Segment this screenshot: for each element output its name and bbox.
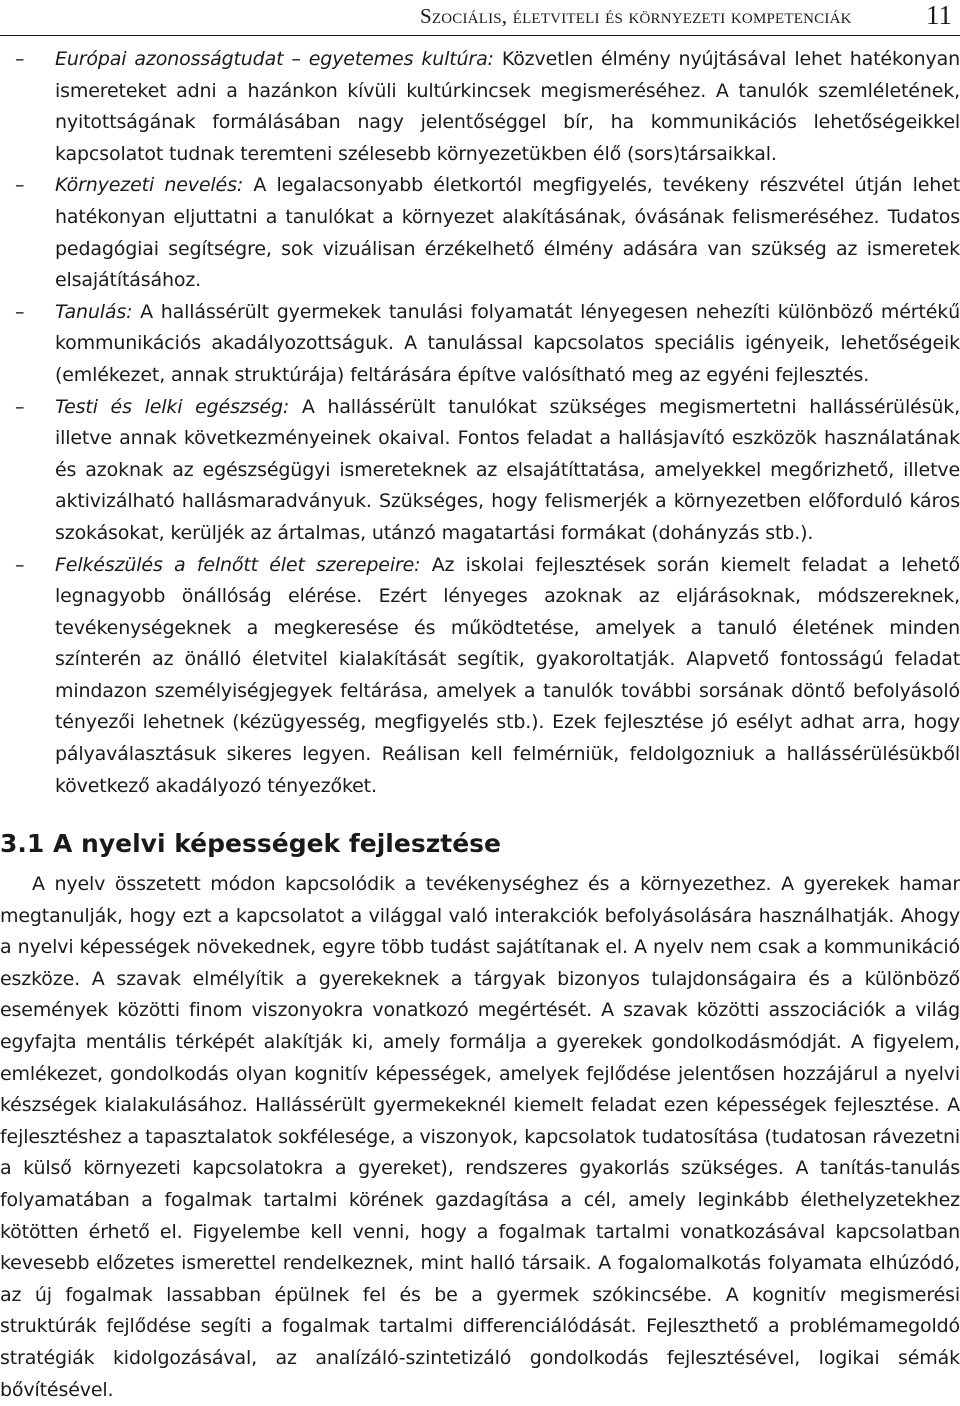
bullet-list [0, 44, 960, 802]
bullet-dash: – [15, 395, 25, 418]
bullet-paragraph [55, 297, 960, 392]
bullet-dash: – [15, 174, 25, 197]
bullet-text: A legalacsonyabb életkortól megfigyelés, tevékeny részvétel útján lehet hatékonyan eljuttatni a tanulókat a környezet alakításának, óvásának felismeréséhez. Tudatos pedagógiai segítségre, sok vizuálisan érzékelhető élmény adására van szükség az ismeretek elsajátításához. [55, 174, 960, 292]
bullet-term: Tanulás: [55, 300, 133, 323]
bullet-term: Testi és lelki egészség: [55, 395, 290, 418]
bullet-text: Az iskolai fejlesztések során kiemelt feladat a lehető legnagyobb önállóság elérése. Ezért lényeges azoknak az eljárásoknak, módszereknek, tevékenységeknek a megkeresése és működtetése, amelyek a tanuló életének minden színterén az önálló életvitel kialakítását segítik, gyakoroltatják. Alapvető fontosságú feladat mindazon személyiségjegyek feltárása, amelyek a tanulók további sorsának döntő befolyásoló tényezői lehetnek (kézügyesség, megfigyelés stb.). Ezek fejlesztése jó esélyt adhat arra, hogy pályaválasztásuk sikeres legyen. Reálisan kell felmérniük, feldolgozniuk a hallássérülésükből következő akadályozó tényezőket. [55, 553, 960, 797]
bullet-text: A hallássérült tanulókat szükséges megismertetni hallássérülésük, illetve annak következményeinek okaival. Fontos feladat a hallásjavító eszközök használatának és azoknak az egészségügyi ismereteknek az elsajátíttatása, amelyekkel megőrizhető, illetve aktivizálható hallásmaradványuk. Szükséges, hogy felismerjék a környezetben előforduló káros szokásokat, kerüljék az ártalmas, utánzó magatartási formákat (dohányzás stb.). [55, 395, 960, 544]
bullet-item [0, 297, 960, 392]
page-number: 11 [926, 0, 952, 30]
bullet-dash: – [15, 300, 25, 323]
running-title: Szociális, életviteli és környezeti kompetenciák [420, 4, 852, 28]
bullet-item [0, 392, 960, 550]
bullet-text: A hallássérült gyermekek tanulási folyamatát lényegesen nehezíti különböző mértékű kommunikációs akadályozottságuk. A tanulással kapcsolatos speciális igényeik, lehetőségeik (emlékezet, annak struktúrája) feltárására építve valósítható meg az egyéni fejlesztés. [55, 300, 960, 386]
bullet-paragraph [55, 44, 960, 170]
bullet-term: Felkészülés a felnőtt élet szerepeire: [55, 553, 421, 576]
running-header [0, 0, 960, 34]
bullet-item [0, 170, 960, 296]
bullet-item [0, 44, 960, 170]
bullet-paragraph [55, 170, 960, 296]
body-paragraph: A nyelv összetett módon kapcsolódik a tevékenységhez és a környezethez. A gyerekek hamar megtanulják, hogy ezt a kapcsolatot a világgal való interakciók befolyásolására használhatják. Ahogy a nyelvi képességek növekednek, egyre több tudást sajátítanak el. A nyelv nem csak a kommunikáció eszköze. A szavak elmélyítik a gyerekeknek a tárgyak bizonyos tulajdonságaira és a különböző események közötti finom viszonyokra vonatkozó megértését. A szavak közötti asszociációk a világ egyfajta mentális térképét alakítják ki, amely formálja a gyerekek gondolkodásmódját. A figyelem, emlékezet, gondolkodás olyan kognitív képességek, amelyek fejlődése jelentősen hozzájárul a nyelvi készségek kialakulásához. Hallássérült gyermekeknél kiemelt feladat ezen képességek fejlesztése. A fejlesztéshez a tapasztalatok sokfélesége, a viszonyok, kapcsolatok tudatosítása (tudatosan rávezetni a külső környezeti kapcsolatokra a gyereket), rendszeres gyakorlás szükséges. A tanítás-tanulás folyamatában a fogalmak tartalmi körének gazdagítása a cél, amely leginkább élethelyzetekhez kötötten érhető el. Figyelembe kell venni, hogy a fogalmak tartalmi vonatkozásával kapcsolatban kevesebb előzetes ismerettel rendelkeznek, mint halló társaik. A fogalomalkotás folyamata elhúzódó, az új fogalmak lassabban épülnek fel és be a gyermek szókincsébe. A kognitív megismerési struktúrák fejlődése segíti a fogalmak tartalmi differenciálódását. Fejleszthető a problémamegoldó stratégiák kidolgozásával, az analízáló-szintetizáló gondolkodás fejlesztésével, logikai sémák bővítésével. [0, 873, 960, 1401]
bullet-text: Közvetlen élmény nyújtásával lehet hatékonyan ismereteket adni a hazánkon kívüli kultúrkincsek megismeréséhez. A tanulók szemléletének, nyitottságának formálásában nagy jelentőséggel bír, ha kommunikációs lehetőségeikkel kapcsolatot tudnak teremteni szélesebb környezetükben élő (sors)társaikkal. [55, 48, 960, 165]
section-heading: 3.1 A nyelvi képességek fejlesztése [0, 829, 501, 858]
header-rule [0, 35, 960, 36]
bullet-item [0, 550, 960, 803]
bullet-dash: – [15, 48, 25, 70]
bullet-paragraph [55, 550, 960, 803]
bullet-term: Európai azonosságtudat – egyetemes kultúra: [55, 48, 494, 70]
bullet-dash: – [15, 553, 25, 576]
bullet-term: Környezeti nevelés: [55, 174, 244, 197]
bullet-paragraph [55, 392, 960, 550]
